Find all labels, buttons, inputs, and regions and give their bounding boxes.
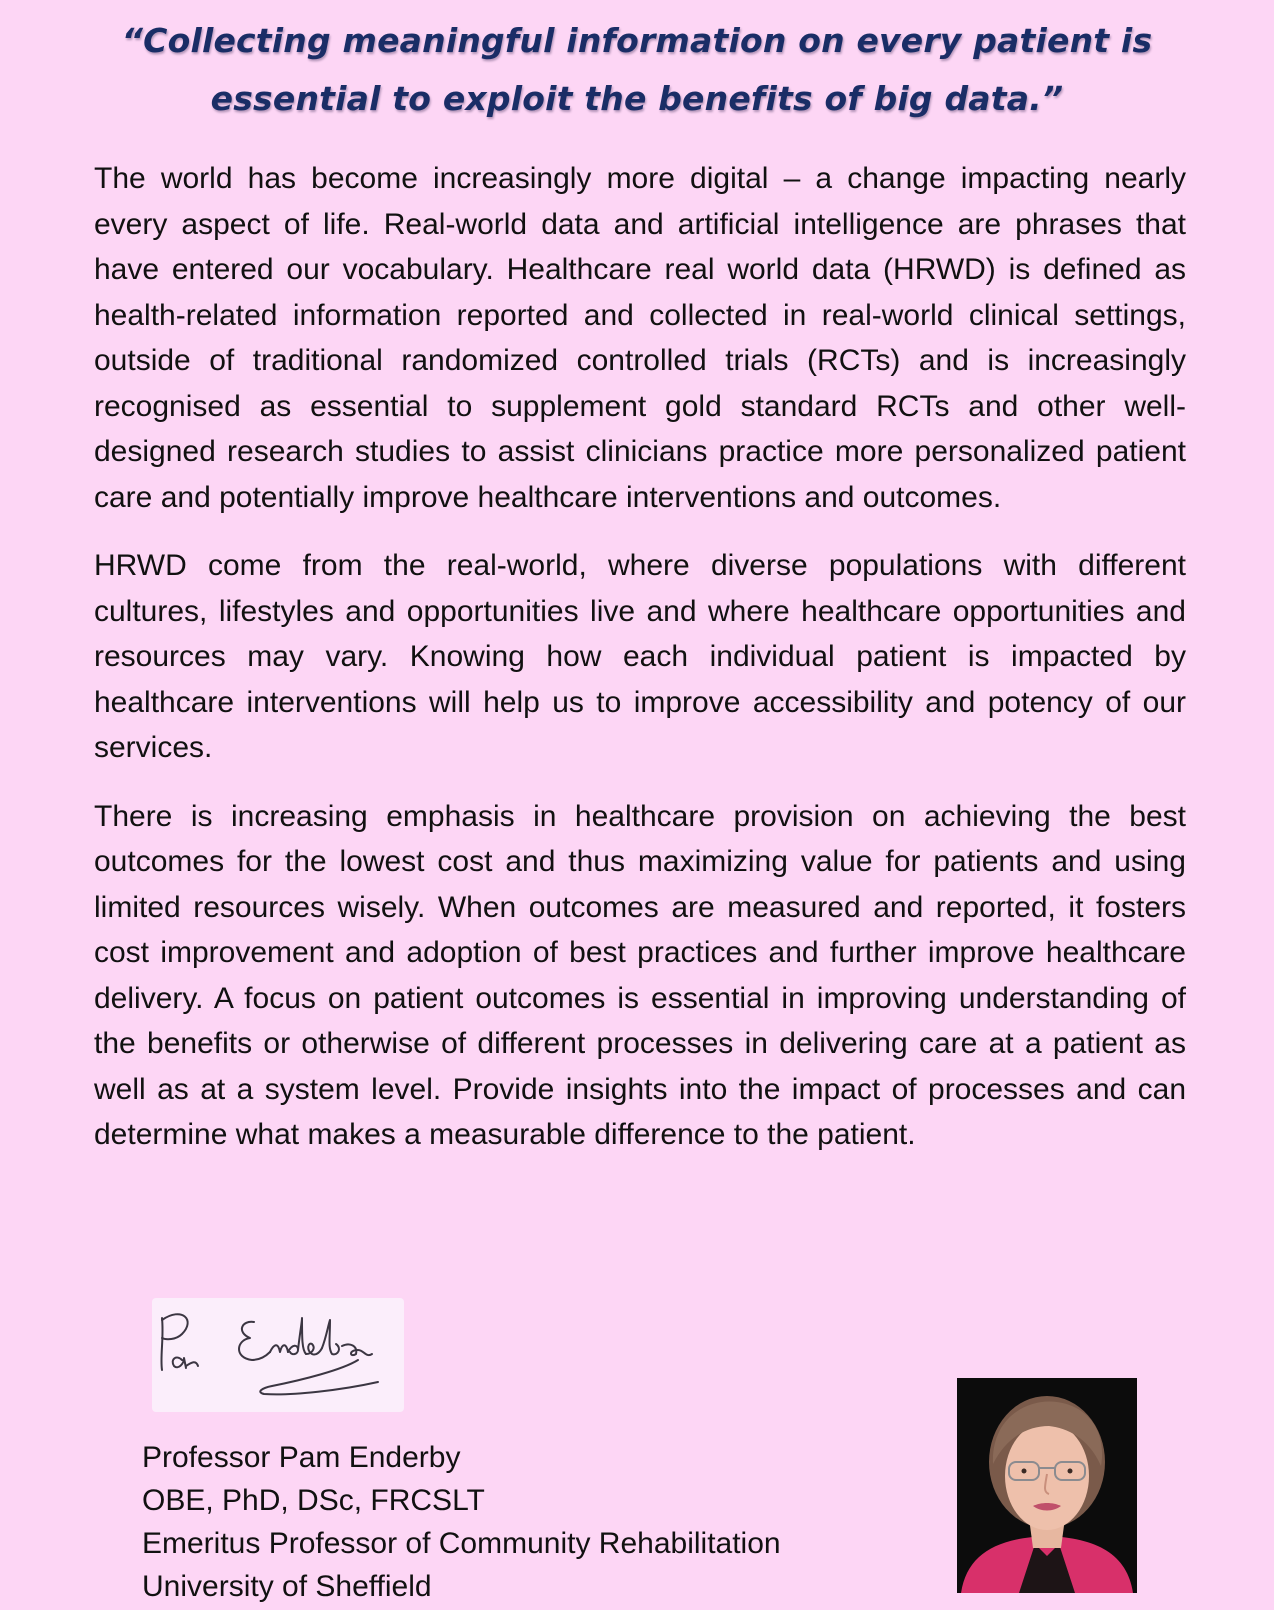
article-body	[94, 156, 1186, 1158]
paragraph: HRWD come from the real-world, where diverse populations with different cultures, lifestyles and opportunities live and where healthcare opportunities and resources may vary. Knowing how each individual patient is impacted by healthcare interventions will help us to improve accessibility and potency of our services.	[94, 549, 1186, 764]
author-name: Professor Pam Enderby	[142, 1441, 461, 1474]
author-portrait	[957, 1378, 1137, 1593]
author-attribution	[142, 1436, 902, 1608]
signature-icon	[152, 1298, 404, 1412]
author-institution: University of Sheffield	[142, 1570, 432, 1603]
portrait-image-icon	[957, 1378, 1137, 1593]
pull-quote-line-2: essential to exploit the benefits of big data.”	[210, 79, 1064, 118]
pull-quote-line-1: “Collecting meaningful information on every patient is	[121, 21, 1153, 60]
handwritten-signature	[152, 1298, 404, 1412]
paragraph: The world has become increasingly more digital – a change impacting nearly every aspect of life. Real-world data and artificial intelligence are phrases that have entered our vocabulary. Healthcare real world data (HRWD) is defined as health-related information reported and collected in real-world clinical settings, outside of traditional randomized controlled trials (RCTs) and is increasingly recognised as essential to supplement gold standard RCTs and other well-designed research studies to assist clinicians practice more personalized patient care and potentially improve healthcare interventions and outcomes.	[94, 162, 1186, 514]
paragraph: There is increasing emphasis in healthcare provision on achieving the best outcomes for the lowest cost and thus maximizing value for patients and using limited resources wisely. When outcomes are measured and reported, it fosters cost improvement and adoption of best practices and further improve healthcare delivery. A focus on patient outcomes is essential in improving understanding of the benefits or otherwise of different processes in delivering care at a patient as well as at a system level. Provide insights into the impact of processes and can determine what makes a measurable difference to the patient.	[94, 799, 1186, 1151]
author-role: Emeritus Professor of Community Rehabilitation	[142, 1527, 781, 1560]
pull-quote	[60, 12, 1214, 128]
author-credentials: OBE, PhD, DSc, FRCSLT	[142, 1484, 485, 1517]
